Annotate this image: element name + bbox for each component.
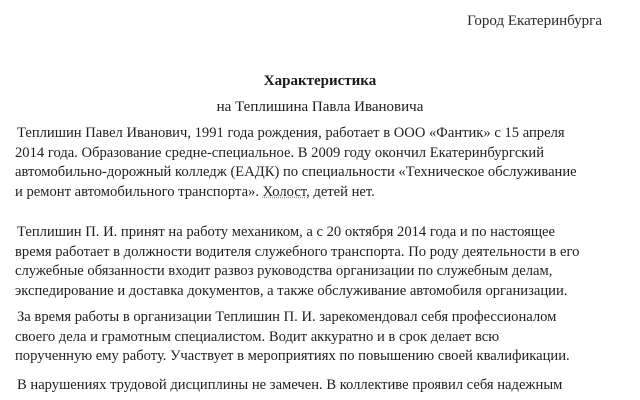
paragraph-line: 2014 года. Образование средне-специальное. В 2009 году окончил Екатеринбургский xyxy=(15,144,545,161)
paragraph-duties xyxy=(15,223,630,301)
paragraph-line: автомобильно-дорожный колледж (ЕАДК) по специальности «Техническое обслуживание xyxy=(15,164,577,180)
paragraph-line: время работает в должности водителя служебного транспорта. По роду деятельности в его xyxy=(15,243,580,260)
paragraph-text: , детей нет. xyxy=(306,183,375,200)
paragraph-biography xyxy=(15,124,630,202)
paragraph-line xyxy=(15,183,630,203)
paragraph-performance xyxy=(15,308,630,367)
document-subtitle: на Теплишина Павла Ивановича xyxy=(216,99,424,115)
cropped-top-text xyxy=(300,0,620,5)
document-title: Характеристика xyxy=(263,73,377,89)
paragraph-line: Теплишин П. И. принят на работу механиком, а с 20 октября 2014 года и по настоящее xyxy=(17,224,556,240)
paragraph-line: служебные обязанности входит развоз руководства организации по служебным делам, xyxy=(15,263,553,279)
paragraph-line: своего дела и грамотным специалистом. Водит аккуратно и в срок делает всю xyxy=(15,328,500,345)
paragraph-line: Теплишин Павел Иванович, 1991 года рождения, работает в ООО «Фантик» с 15 апреля xyxy=(17,125,565,141)
marital-status: Холост xyxy=(262,183,307,200)
paragraph-text: и ремонт автомобильного транспорта». xyxy=(15,183,259,200)
paragraph-discipline xyxy=(15,376,630,396)
paragraph-line: порученную ему работу. Участвует в мероприятиях по повышению своей квалификации. xyxy=(15,348,570,364)
paragraph-line: экспедирование и доставка документов, а также обслуживание автомобиля организации. xyxy=(15,282,568,299)
paragraph-line: В нарушениях трудовой дисциплины не замечен. В коллективе проявил себя надежным xyxy=(17,377,563,393)
city-line: Город Екатеринбурга xyxy=(467,13,602,29)
paragraph-line: За время работы в организации Теплишин П. И. зарекомендовал себя профессионалом xyxy=(17,309,557,325)
